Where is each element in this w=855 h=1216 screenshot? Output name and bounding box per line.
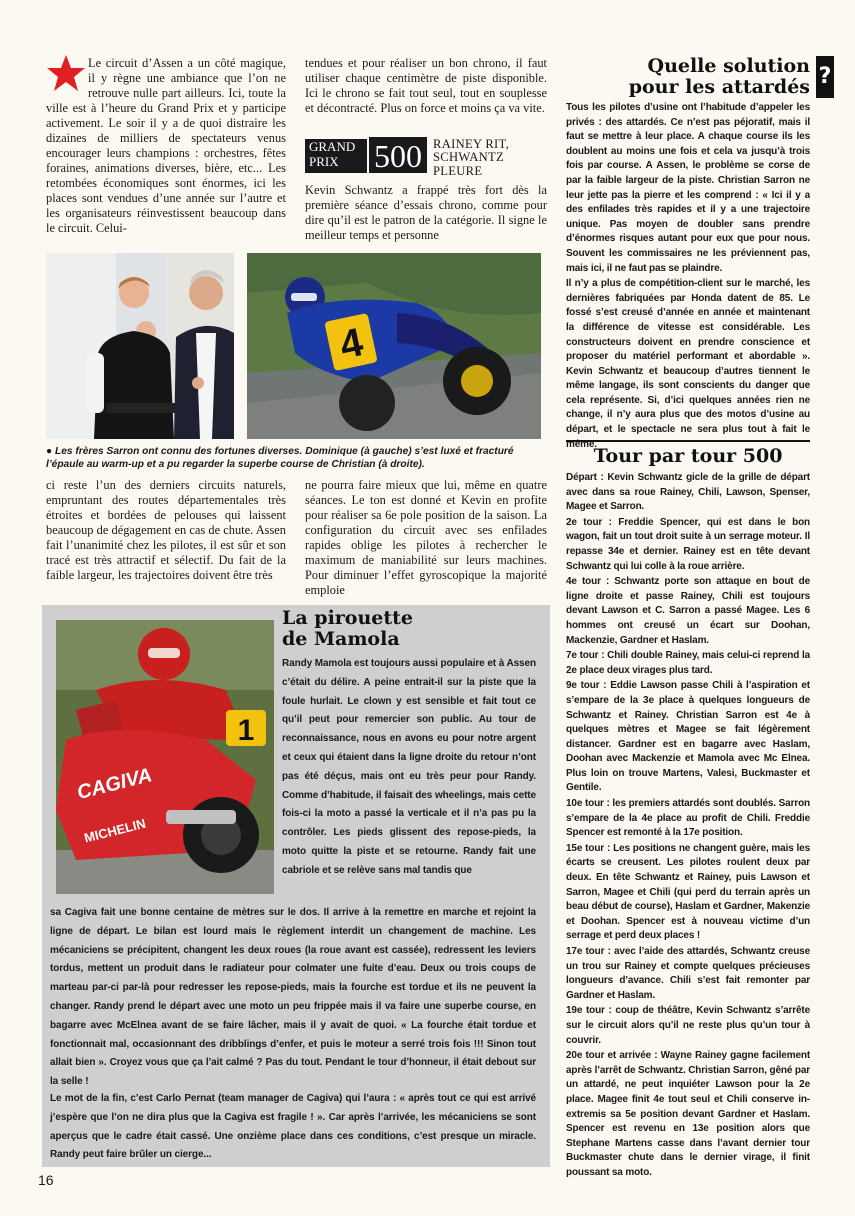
pirouette-text-beside-photo: Randy Mamola est toujours aussi populaire et à Assen c’était du délire. A peine entrait-il sur la piste que la foule hurlait. Le clown y est sensible et fait tout ce qu’il peut pour remercier son public. Au tour de reconnaissance, nous en avons eu pour notre argent et ceux qui étaient dans la ligne droite du retour n’ont pas été déçus, mais ont eu très peur pour Randy. Comme d’habitude, il faisait des wheelings, mais cette fois-ci la moto a passé la verticale et il n’a pas pu la contrôler. Les pieds glissent des repose-pieds, la moto quitte la piste et se retourne. Randy fait une cabriole et se relève sans mal tandis que bbox=[282, 658, 536, 876]
gp-text: Kevin Schwantz a frappé très fort dès la première séance d’essais chrono, comme pour dire qu’il est le patron de la catégorie. Il signe le meilleur temps et personne bbox=[305, 183, 547, 242]
gp-headline-2: SCHWANTZ bbox=[433, 150, 504, 165]
pirouette-text-full: sa Cagiva fait une bonne centaine de mètres sur le dos. Il arrive à la remettre en marche et rejoint la ligne de départ. Le bilan est lourd mais le règlement interdit un changement de machine. Les mécaniciens se précipitent, changent les deux roues (la roue avant est cassée), redressent les leviers tordus, mettent un produit dans le radiateur pour colmater une fuite d’eau. Deux ou trois coups de marteau par-ci par-là pour redresser les repose-pieds, mais la fourche est tordue et ils ne peuvent la changer. Randy prend le départ avec une moto un peu frippée mais il va faire une superbe course, en bagarre avec McElnea avant de se faire lâcher, mais il y avait de quoi. « La fourche était tordue et fonctionnait mal, occasionnant des dribblings d’enfer, et puis le moteur a serré trois fois !!! Sinon tout allait bien ». Croyez vous que ça l’ait calmé ? Pas du tout. Pendant le tour d’honneur, il était debout sur la selle ! bbox=[50, 907, 536, 1088]
page-number: 16 bbox=[38, 1172, 54, 1188]
lap-entry: 17e tour : avec l’aide des attardés, Schwantz creuse un trou sur Rainey et compte quelques précieuses longueurs d’avance. Chili s’est fait remonter par Gardner et Haslam. bbox=[566, 946, 810, 1001]
lap-entry: 20e tour et arrivée : Wayne Rainey gagne facilement après l’arrêt de Schwantz. Christian Sarron, gêné par un attardé, ne peut inquiéter Lawson pour la 2e place. Magee finit 4e tout seul et Chili conserve in-extremis sa 5e position devant Gardner et Haslam. Spencer est revenu en 13e position alors que Stephane Martens casse dans l’avant dernier tour Buckmaster chute dans le dernier virage, il finit poussant sa moto. bbox=[566, 1050, 810, 1178]
lap-entry: 15e tour : Les positions ne changent guère, mais les écarts se creusent. Les pilotes roulent deux par deux. En tête Schwantz et Rainey, puis Lawson et Sarron, Magee et Chili (qui perd du terrain après un beau début de course), Haslam et Gardner, Makenzie et Doohan. Spencer est à nouveau victime d’un serrage et perd deux places ! bbox=[566, 842, 810, 942]
lap-entry: 2e tour : Freddie Spencer, qui est dans le bon wagon, fait un tout droit suite à un serrage moteur. Il repasse 34e et dernier. Rainey est en tête devant Schwantz qui lui colle à la roue arrière. bbox=[566, 516, 810, 572]
pirouette-title bbox=[282, 608, 413, 650]
lap-entry: 9e tour : Eddie Lawson passe Chili à l’aspiration et s’empare de la 3e place à quelques longueurs de Schwantz et Rainey. Christian Sarron est 4e à quelques mètres et Magee se fait légèrement distancer. Gardner est en bagarre avec Haslam, Doohan avec Mackenzie et Mamola avec Mc Elnea. Plus loin on trouve Martens, Valesi, Buckmaster et Gentile. bbox=[566, 680, 810, 794]
question-mark-badge: ? bbox=[816, 56, 834, 98]
photo-schwantz-on-bike bbox=[247, 253, 541, 439]
lap-entry: 4e tour : Schwantz porte son attaque en bout de ligne droite et passe Rainey, Chili est toujours devant Lawson et C. Sarron a passé Magee. Les 6 hommes ont creusé un écart sur Doohan, Mackenzie, Gardner et Haslam. bbox=[566, 576, 810, 646]
lower-column-1: ci reste l’un des derniers circuits naturels, empruntant des routes départementales très étroites et bordées de pelouses qui laissent beaucoup de dégagement en cas de chute. Assen fait l’unanimité chez les pilotes, il est sûr et son tracé est très attractif et sélectif. Du fait de la faible largeur, les trajectoires doivent être très bbox=[46, 478, 286, 582]
lap-entry: Départ : Kevin Schwantz gicle de la grille de départ avec dans sa roue Rainey, Chili, Lawson, Spenser, Magee et Sarron. bbox=[566, 472, 810, 513]
sidebar1-paragraph: Il n’y a plus de compétition-client sur le marché, les dernières fabriquées par Honda datent de 85. Le fossé s’est creusé d’année en année et maintenant la différence de vitesse est considérable. Les constructeurs doivent en prendre conscience et proposer du matériel performant et abordable ». Kevin Schwantz et beaucoup d’autres tiennent le même langage, ils sont conscients du danger que cela représente. Si, d’ici quelques années rien ne change, il n’y aura plus que des motos d’usine au départ, et le spectacle ne sera plus tout à fait le même. bbox=[566, 278, 810, 450]
lap-entry: 7e tour : Chili double Rainey, mais celui-ci reprend la 2e place deux virages plus tard. bbox=[566, 650, 810, 676]
sidebar-tour-par-tour bbox=[566, 440, 810, 1182]
lap-entry: 19e tour : coup de théâtre, Kevin Schwantz s’arrête sur le circuit alors qu’il ne reste plus qu’un tour à couvrir. bbox=[566, 1005, 810, 1046]
bike-number-4: 4 bbox=[335, 320, 367, 368]
grand-prix-500-badge bbox=[305, 137, 547, 181]
lap-entry: 10e tour : les premiers attardés sont doublés. Sarron s’empare de la 4e place au profit de Chili. Freddie Spencer est remonté à la 17e position. bbox=[566, 798, 810, 839]
intro-column-2: tendues et pour réaliser un bon chrono, il faut utiliser chaque centimètre de piste disponible. Ici le chrono se fait tout seul, tout en souplesse et décontracté. Plus on force et moins ça va vite. bbox=[305, 56, 547, 115]
badge-prix: PRIX bbox=[309, 154, 339, 169]
intro-column-1: Le circuit d’Assen a un côté magique, il y règne une ambiance que l’on ne retrouve nulle part ailleurs. Ici, toute la ville est à l’heure du Grand Prix et y participe activement. Le soir il y a de quoi distraire les dizaines de milliers de spectateurs venus encourager leurs champions : orchestres, fêtes foraines, animations diverses, bière, etc... Les retombées économiques sont énormes, ici les places sont vendues d’une année sur l’autre et les organisateurs réinvestissent beaucoup dans le circuit. Celui- bbox=[46, 56, 286, 235]
photo-mamola-cagiva bbox=[56, 620, 274, 894]
sidebar1-title-line2: pour les attardés bbox=[628, 76, 810, 98]
pirouette-box bbox=[42, 605, 550, 1167]
michelin-logo-text: MICHELIN bbox=[82, 815, 148, 846]
photo-caption: ● Les frères Sarron ont connu des fortunes diverses. Dominique (à gauche) s’est luxé et fracturé l’épaule au warm-up et a pu regarder la superbe course de Christian (à droite). bbox=[46, 446, 514, 470]
sidebar-attardes bbox=[566, 55, 832, 453]
gp-headline-3: PLEURE bbox=[433, 163, 483, 178]
pirouette-closing: Le mot de la fin, c’est Carlo Pernat (team manager de Cagiva) qui l’aura : « après tout ce qui est arrivé j’espère que l’on ne dira plus que la Cagiva est fragile ! ». Car après l’arrivée, les mécaniciens se sont aperçus que le cadre était cassé. Une onzième place dans ces conditions, c’est presque un miracle. Randy peut faire brûler un cierge... bbox=[50, 1093, 536, 1161]
sidebar1-title-line1: Quelle solution bbox=[647, 55, 810, 77]
sidebar1-paragraph: Tous les pilotes d’usine ont l’habitude d’appeler les privés : des attardés. Ce n’est pas péjoratif, mais il faut se mettre à leur place. A chaque course ils les doublent au moins une fois et cela va jusqu’à trois fois par course. A Assen, le problème se corse de par la faible largeur de la piste. Christian Sarron ne leur jette pas la pierre et les comprend : « Ici il y a des enfilades très rapides et il y a une trajectoire unique. Pas moyen de doubler sans prendre d’énormes risques autant pour eux que pour nous. Souvent les commissaires ne les préviennent pas, mais ici, il ne faut pas se plaindre. bbox=[566, 102, 810, 274]
star-spacer bbox=[46, 56, 88, 94]
mamola-bike-number: 1 bbox=[237, 714, 255, 747]
lower-column-2: ne pourra faire mieux que lui, même en quatre séances. Le ton est donné et Kevin en profite pour réaliser sa 6e pole position de la saison. La configuration du circuit avec ses enfilades rapides oblige les pilotes à rechercher le maximum de maniabilité sur leurs machines. Pour diminuer l’effet gyroscopique la majorité emploie bbox=[305, 478, 547, 597]
badge-number: 500 bbox=[369, 137, 427, 173]
caption-bullet-icon: ● bbox=[46, 446, 55, 457]
badge-grand: GRAND bbox=[309, 139, 356, 154]
gp-headline-1: RAINEY RIT, bbox=[433, 137, 510, 151]
photo-sarron-brothers bbox=[46, 253, 234, 439]
sidebar2-title: Tour par tour 500 bbox=[566, 440, 810, 468]
cagiva-logo-text: CAGIVA bbox=[74, 764, 155, 805]
pirouette-title-2: de Mamola bbox=[282, 628, 400, 650]
pirouette-title-1: La pirouette bbox=[282, 607, 414, 629]
